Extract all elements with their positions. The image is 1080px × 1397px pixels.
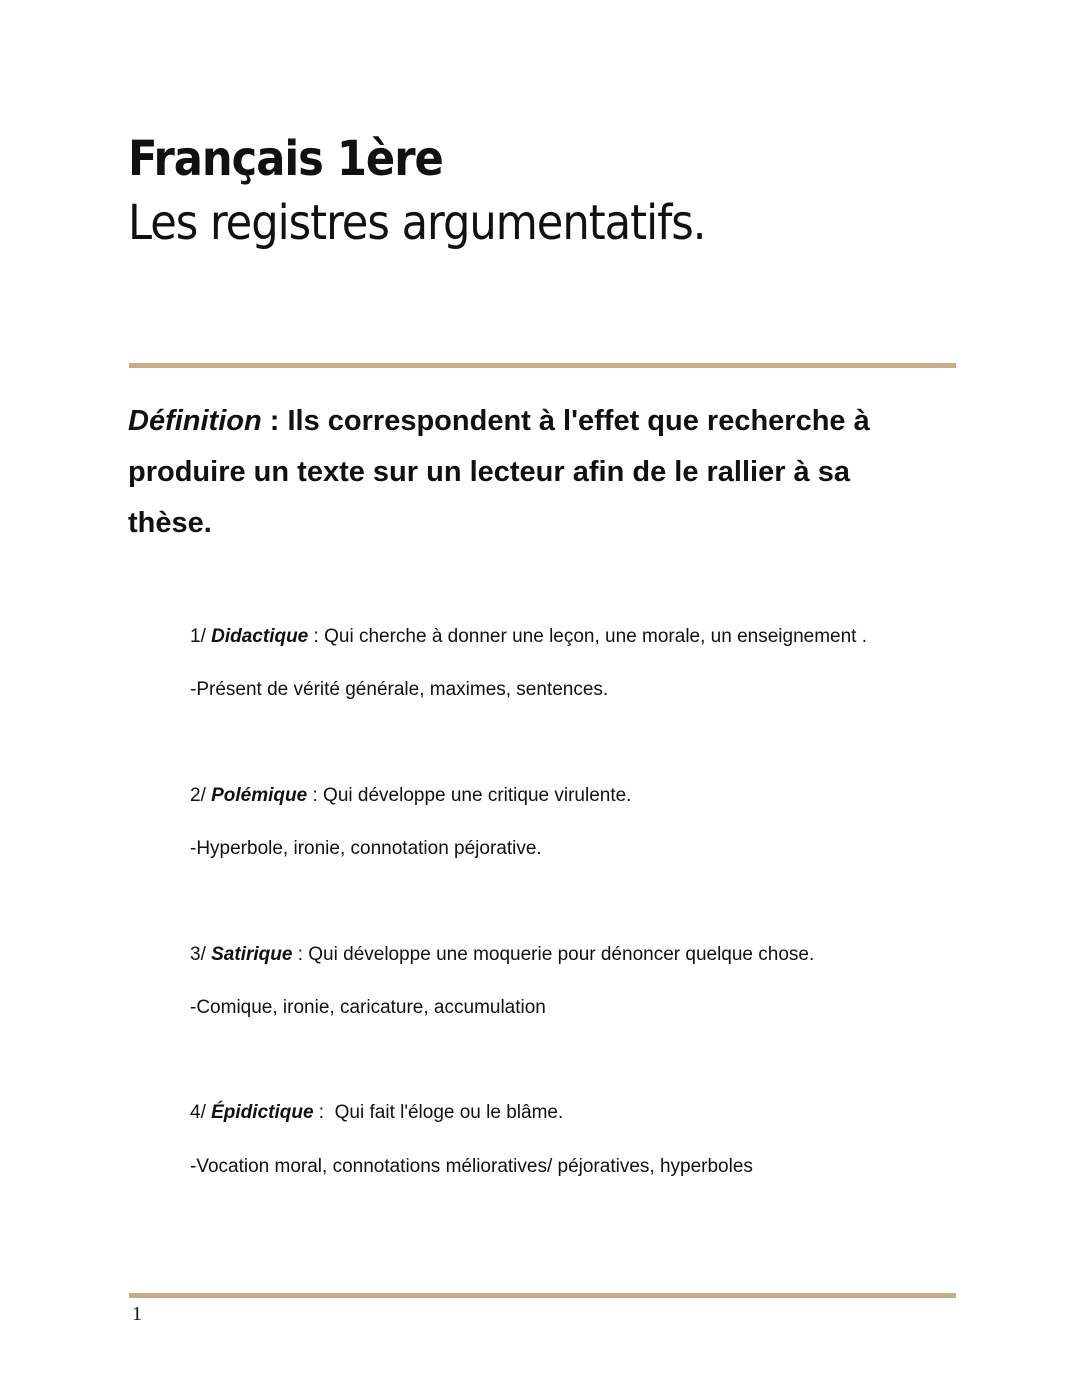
page-title: Français 1ère — [128, 131, 443, 187]
definition-text: Ils correspondent à l'effet que recherche à produire un texte sur un lecteur afin de le rallier à sa thèse. — [128, 405, 870, 539]
register-description: Qui fait l'éloge ou le blâme. — [334, 1102, 564, 1123]
register-features-polemique: -Hyperbole, ironie, connotation péjorative. — [190, 838, 542, 859]
register-item-polemique — [190, 783, 950, 809]
top-divider — [129, 363, 956, 368]
register-number: 2/ — [190, 785, 212, 806]
page-number: 1 — [132, 1303, 142, 1325]
register-number: 3/ — [190, 944, 212, 965]
page-subtitle: Les registres argumentatifs. — [128, 195, 706, 251]
register-description: Qui développe une critique virulente. — [323, 785, 632, 806]
definition-separator: : — [261, 405, 288, 437]
register-features-didactique: -Présent de vérité générale, maximes, sentences. — [190, 679, 609, 700]
register-number: 1/ — [190, 626, 212, 647]
bottom-divider — [129, 1293, 956, 1298]
register-separator: : — [292, 944, 309, 965]
register-number: 4/ — [190, 1102, 212, 1123]
register-name: Polémique — [211, 785, 308, 806]
register-separator: : — [308, 626, 325, 647]
register-item-didactique — [190, 624, 950, 650]
register-description: Qui cherche à donner une leçon, une morale, un enseignement . — [324, 626, 868, 647]
register-name: Épidictique — [211, 1102, 314, 1123]
register-separator: : — [313, 1102, 335, 1123]
register-item-epidictique — [190, 1100, 950, 1126]
register-name: Didactique — [211, 626, 309, 647]
register-features-satirique: -Comique, ironie, caricature, accumulation — [190, 997, 546, 1018]
definition-paragraph — [128, 396, 928, 549]
register-features-epidictique: -Vocation moral, connotations mélioratives/ péjoratives, hyperboles — [190, 1156, 753, 1177]
register-name: Satirique — [211, 944, 293, 965]
register-description: Qui développe une moquerie pour dénoncer quelque chose. — [308, 944, 815, 965]
register-separator: : — [307, 785, 324, 806]
register-item-satirique — [190, 942, 950, 968]
definition-term: Définition — [128, 405, 262, 437]
